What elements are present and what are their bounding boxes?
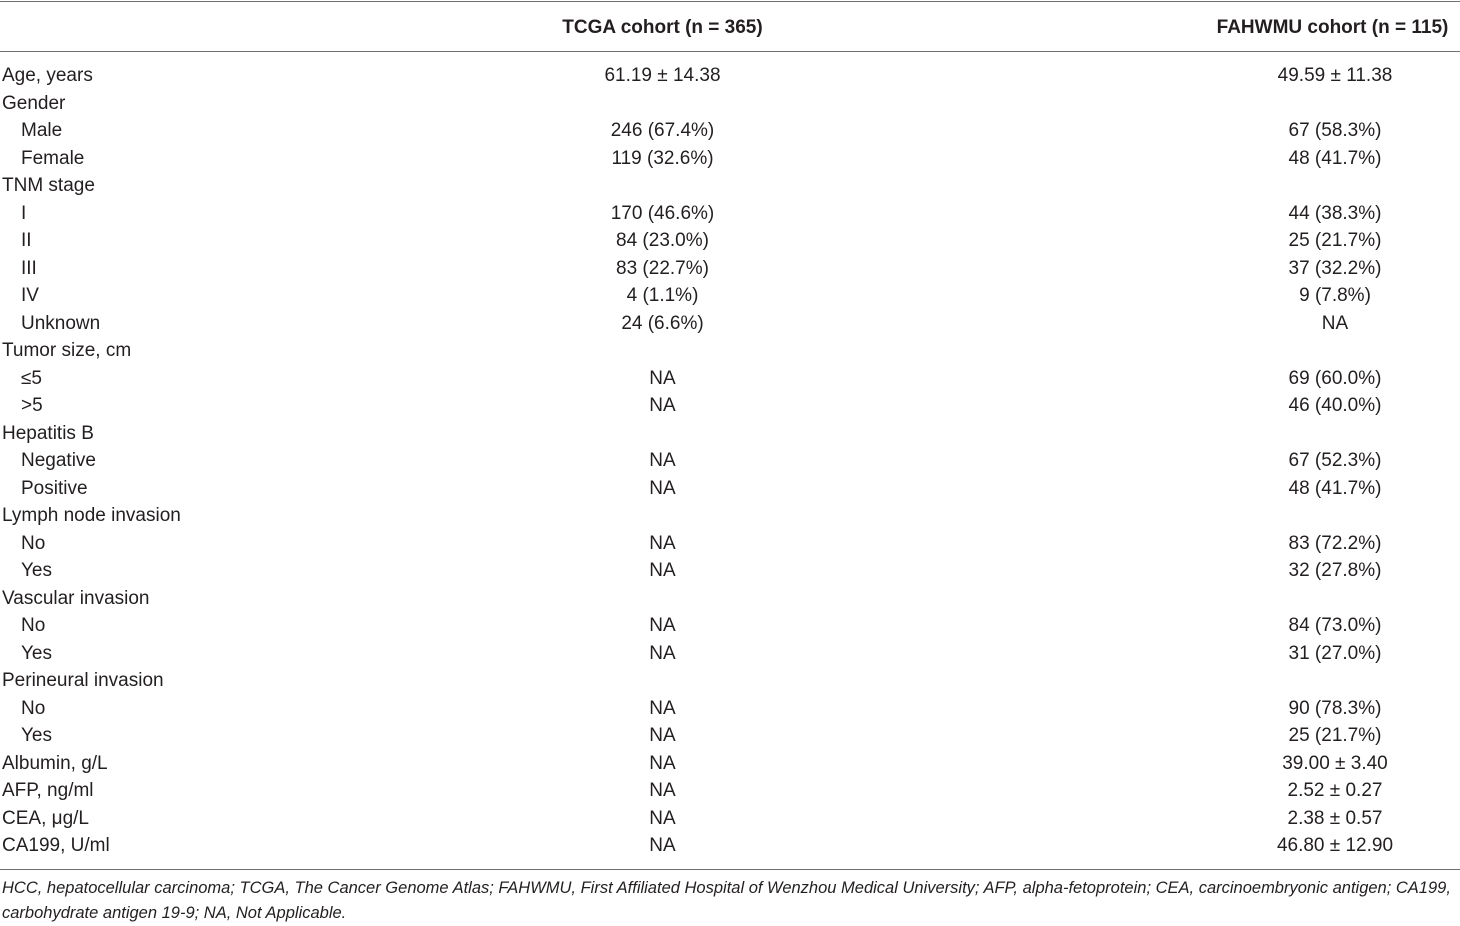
cell-tcga: NA <box>649 780 676 801</box>
header-cell-tcga: TCGA cohort (n = 365) <box>562 17 763 38</box>
table-row <box>0 227 1460 255</box>
table-row <box>0 365 1460 393</box>
table-row <box>0 750 1460 778</box>
cell-fahwmu: 90 (78.3%) <box>1288 697 1382 719</box>
cell-fahwmu: 46.80 ± 12.90 <box>1276 835 1394 856</box>
table-row <box>0 832 1460 860</box>
table-row <box>0 640 1460 668</box>
cell-fahwmu: 37 (32.2%) <box>1288 257 1382 279</box>
header-cell-fahwmu: FAHWMU cohort (n = 115) <box>1216 17 1449 38</box>
row-sublabel: I <box>21 202 27 224</box>
cell-tcga: 170 (46.6%) <box>610 202 715 224</box>
cell-fahwmu: 48 (41.7%) <box>1288 147 1382 169</box>
cell-tcga: NA <box>649 835 676 856</box>
table-row <box>0 145 1460 173</box>
cell-fahwmu: 49.59 ± 11.38 <box>1277 65 1393 86</box>
table-body <box>0 62 1460 860</box>
cell-fahwmu: 25 (21.7%) <box>1288 230 1382 251</box>
cell-tcga: NA <box>649 477 676 499</box>
cell-fahwmu: 48 (41.7%) <box>1288 477 1382 499</box>
cell-tcga: NA <box>649 807 676 829</box>
table-row <box>0 200 1460 228</box>
cell-tcga: NA <box>649 532 676 554</box>
header-bottom-rule <box>0 51 1460 52</box>
cell-fahwmu: 39.00 ± 3.40 <box>1282 752 1388 774</box>
table-row <box>0 420 1460 448</box>
table-row <box>0 475 1460 503</box>
table-row <box>0 557 1460 585</box>
row-sublabel: Positive <box>21 477 88 499</box>
table-row <box>0 62 1460 90</box>
cell-fahwmu: 44 (38.3%) <box>1288 202 1382 224</box>
table-row <box>0 585 1460 613</box>
cell-tcga: NA <box>649 725 676 746</box>
row-label: Gender <box>2 92 66 114</box>
cell-tcga: NA <box>649 752 676 774</box>
cell-tcga: 24 (6.6%) <box>621 312 704 334</box>
row-sublabel: Unknown <box>21 312 101 334</box>
cell-fahwmu: 83 (72.2%) <box>1288 532 1382 554</box>
row-sublabel: Negative <box>21 450 96 471</box>
table-header-row <box>0 14 1460 42</box>
cell-fahwmu: 32 (27.8%) <box>1288 560 1382 581</box>
cell-fahwmu: 46 (40.0%) <box>1288 395 1382 416</box>
row-label: Albumin, g/L <box>2 752 108 774</box>
cell-tcga: 119 (32.6%) <box>611 147 714 169</box>
row-label: AFP, ng/ml <box>2 780 94 801</box>
row-sublabel: No <box>21 532 46 554</box>
cell-fahwmu: 31 (27.0%) <box>1288 642 1382 664</box>
cell-tcga: NA <box>649 560 676 581</box>
cell-tcga: 84 (23.0%) <box>616 230 709 251</box>
table-row <box>0 612 1460 640</box>
cell-tcga: NA <box>649 450 676 471</box>
table-row <box>0 667 1460 695</box>
cell-tcga: 83 (22.7%) <box>616 257 709 279</box>
table-row <box>0 447 1460 475</box>
table-row <box>0 392 1460 420</box>
row-sublabel: ≤5 <box>21 367 42 389</box>
row-sublabel: Yes <box>21 560 52 581</box>
cell-tcga: NA <box>649 697 676 719</box>
cell-fahwmu: 84 (73.0%) <box>1288 615 1382 636</box>
table-row <box>0 117 1460 145</box>
cell-tcga: NA <box>649 615 676 636</box>
cell-fahwmu: 69 (60.0%) <box>1288 367 1382 389</box>
row-sublabel: No <box>21 697 46 719</box>
row-sublabel: Yes <box>21 725 52 746</box>
table-row <box>0 310 1460 338</box>
row-sublabel: Female <box>21 147 85 169</box>
cell-fahwmu: 25 (21.7%) <box>1288 725 1382 746</box>
cell-fahwmu: 67 (58.3%) <box>1288 120 1382 141</box>
row-label: CA199, U/ml <box>2 835 110 856</box>
cell-tcga: 61.19 ± 14.38 <box>604 65 721 86</box>
row-sublabel: Yes <box>21 642 52 664</box>
cell-fahwmu: NA <box>1321 312 1349 334</box>
row-sublabel: >5 <box>21 395 43 416</box>
table-row <box>0 777 1460 805</box>
row-sublabel: IV <box>21 285 39 306</box>
row-label: TNM stage <box>2 175 95 196</box>
cell-tcga: NA <box>649 395 676 416</box>
table-row <box>0 255 1460 283</box>
table-top-rule <box>0 1 1460 2</box>
row-label: Vascular invasion <box>2 587 150 609</box>
row-sublabel: III <box>21 257 37 279</box>
row-label: Perineural invasion <box>2 670 164 691</box>
table-row <box>0 282 1460 310</box>
row-sublabel: II <box>21 230 32 251</box>
row-label: Hepatitis B <box>2 422 94 444</box>
table-row <box>0 805 1460 833</box>
table-footnote: HCC, hepatocellular carcinoma; TCGA, The Cancer Genome Atlas; FAHWMU, First Affiliated Hospital of Wenzhou Medical University; AFP, alpha-fetoprotein; CEA, carcinoembryonic antigen; CA199, carbohydrate antigen 19-9; NA, Not Applicable. <box>2 879 1451 922</box>
cell-fahwmu: 2.38 ± 0.57 <box>1287 807 1383 829</box>
table-row <box>0 695 1460 723</box>
row-sublabel: Male <box>21 120 63 141</box>
cell-tcga: 246 (67.4%) <box>610 120 715 141</box>
cell-tcga: 4 (1.1%) <box>626 285 699 306</box>
table-row <box>0 502 1460 530</box>
row-label: CEA, μg/L <box>2 807 89 829</box>
table-row <box>0 530 1460 558</box>
table-row <box>0 337 1460 365</box>
table-row <box>0 90 1460 118</box>
table-row <box>0 722 1460 750</box>
row-sublabel: No <box>21 615 46 636</box>
cell-fahwmu: 2.52 ± 0.27 <box>1287 780 1383 801</box>
table-row <box>0 172 1460 200</box>
row-label: Age, years <box>2 65 93 86</box>
cell-tcga: NA <box>649 367 676 389</box>
cell-fahwmu: 67 (52.3%) <box>1288 450 1382 471</box>
row-label: Tumor size, cm <box>2 340 132 361</box>
cell-tcga: NA <box>649 642 676 664</box>
row-label: Lymph node invasion <box>2 505 181 526</box>
table-bottom-rule <box>0 869 1460 870</box>
cell-fahwmu: 9 (7.8%) <box>1299 285 1371 306</box>
